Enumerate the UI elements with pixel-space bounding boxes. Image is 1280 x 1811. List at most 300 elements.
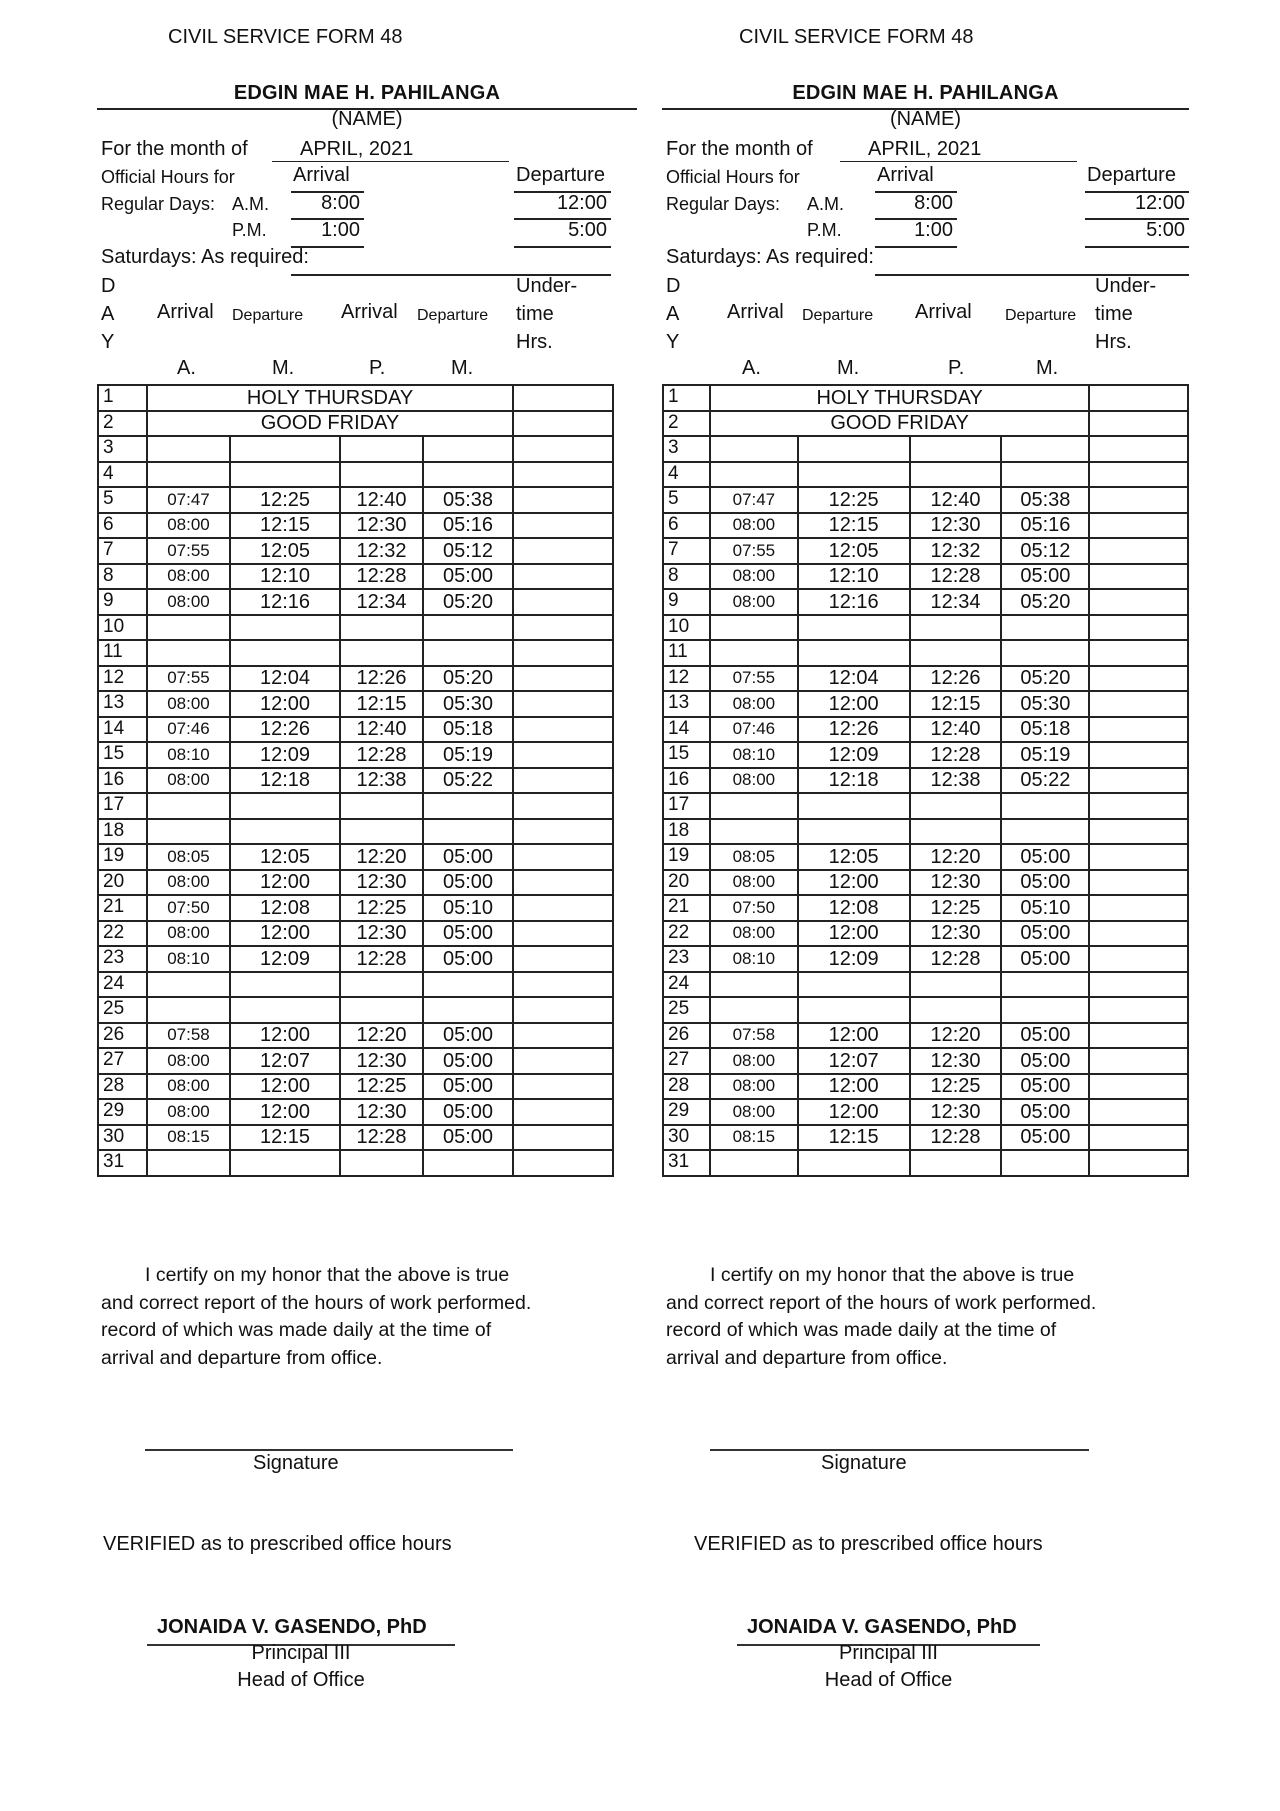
pm-arrival-cell: 12:25	[340, 895, 423, 921]
am-departure-cell: 12:09	[798, 742, 910, 768]
pm-arrival-cell: 12:40	[910, 717, 1002, 743]
pm-departure-cell	[1001, 436, 1089, 462]
am-departure-cell: 12:00	[230, 691, 340, 717]
table-row	[98, 1074, 613, 1100]
table-row	[98, 462, 613, 488]
am-departure-cell: 12:09	[230, 946, 340, 972]
pm-departure-cell: 05:00	[1001, 1125, 1089, 1151]
pm-departure-cell: 05:30	[1001, 691, 1089, 717]
day-number-cell: 31	[98, 1150, 147, 1176]
pm-arrival-cell: 12:28	[910, 1125, 1002, 1151]
am-arrival-time: 8:00	[914, 192, 953, 214]
pm-arrival-time: 1:00	[914, 219, 953, 241]
am-arrival-cell: 08:00	[710, 691, 798, 717]
undertime-cell	[513, 793, 613, 819]
pm-departure-cell: 05:20	[1001, 589, 1089, 615]
undertime-cell	[1089, 1125, 1188, 1151]
day-number-cell: 10	[663, 615, 710, 641]
am-arrival-cell	[710, 615, 798, 641]
am-departure-cell: 12:08	[798, 895, 910, 921]
certification-text: I certify on my honor that the above is true and correct report of the hours of work performed. record of which was made daily at the time of arrival and departure from office.	[101, 1264, 532, 1369]
pm-departure-cell: 05:00	[423, 1048, 513, 1074]
am-departure-cell: 12:00	[798, 691, 910, 717]
pm-arrival-cell: 12:28	[340, 946, 423, 972]
undertime-cell	[513, 589, 613, 615]
pm-departure-cell	[423, 436, 513, 462]
table-row	[98, 436, 613, 462]
day-number-cell: 17	[98, 793, 147, 819]
am-departure-cell: 12:18	[798, 768, 910, 794]
undertime-cell	[1089, 1150, 1188, 1176]
undertime-cell	[1089, 1023, 1188, 1049]
am-arrival-time: 8:00	[321, 192, 360, 214]
am-departure-cell: 12:15	[798, 1125, 910, 1151]
table-row	[663, 436, 1188, 462]
undertime-cell	[1089, 666, 1188, 692]
am-departure-cell: 12:05	[230, 844, 340, 870]
table-row	[98, 1023, 613, 1049]
pm-arrival-cell: 12:28	[910, 564, 1002, 590]
am-arrival-cell	[147, 997, 230, 1023]
table-row	[663, 589, 1188, 615]
pm-label: P.M.	[232, 220, 267, 240]
pm-departure-cell: 05:00	[1001, 1074, 1089, 1100]
am-departure-cell: 12:15	[798, 513, 910, 539]
day-number-cell: 26	[663, 1023, 710, 1049]
pm-departure-cell	[423, 972, 513, 998]
pm-arrival-cell: 12:25	[910, 895, 1002, 921]
employee-name: EDGIN MAE H. PAHILANGA	[233, 82, 501, 104]
day-number-cell: 27	[663, 1048, 710, 1074]
pm-departure-cell: 05:00	[1001, 946, 1089, 972]
table-row	[663, 717, 1188, 743]
pm-departure-cell	[1001, 462, 1089, 488]
pm-arrival-cell: 12:30	[910, 513, 1002, 539]
am-departure-cell	[230, 436, 340, 462]
pm-departure-cell: 05:20	[1001, 666, 1089, 692]
name-caption: (NAME)	[331, 108, 403, 130]
dtr-form-right	[662, 0, 1189, 1811]
pm-arrival-cell: 12:30	[910, 870, 1002, 896]
am-departure-time: 12:00	[1134, 192, 1185, 214]
am-departure-cell	[798, 1150, 910, 1176]
day-number-cell: 25	[98, 997, 147, 1023]
am-arrival-cell: 08:05	[147, 844, 230, 870]
period-a-label: A.	[177, 357, 196, 379]
pm-arrival-cell	[340, 462, 423, 488]
am-arrival-cell: 07:50	[710, 895, 798, 921]
pm-arrival-cell: 12:30	[910, 1099, 1002, 1125]
am-arrival-cell	[147, 436, 230, 462]
undertime-cell	[1089, 589, 1188, 615]
pm-arrival-cell: 12:28	[340, 564, 423, 590]
undertime-cell	[513, 538, 613, 564]
day-number-cell: 2	[98, 411, 147, 437]
pm-arrival-cell: 12:20	[340, 1023, 423, 1049]
undertime-cell	[1089, 436, 1188, 462]
day-number-cell: 11	[98, 640, 147, 666]
am-arrival-cell: 07:58	[710, 1023, 798, 1049]
table-row	[98, 946, 613, 972]
table-row	[98, 717, 613, 743]
holiday-cell: GOOD FRIDAY	[147, 411, 513, 437]
table-row	[98, 1125, 613, 1151]
am-arrival-cell: 08:00	[710, 921, 798, 947]
am-departure-cell: 12:00	[230, 1074, 340, 1100]
am-arrival-col-header: Arrival	[157, 301, 214, 323]
pm-arrival-cell: 12:25	[340, 1074, 423, 1100]
pm-arrival-cell	[340, 997, 423, 1023]
undertime-cell	[513, 870, 613, 896]
undertime-cell	[1089, 819, 1188, 845]
pm-arrival-cell: 12:20	[910, 844, 1002, 870]
am-departure-cell	[230, 1150, 340, 1176]
am-arrival-cell: 07:46	[710, 717, 798, 743]
am-arrival-cell: 08:00	[710, 564, 798, 590]
undertime-cell	[513, 946, 613, 972]
table-row	[663, 921, 1188, 947]
am-arrival-cell	[147, 793, 230, 819]
am-departure-cell: 12:08	[230, 895, 340, 921]
pm-arrival-cell: 12:38	[340, 768, 423, 794]
pm-departure-cell: 05:00	[423, 564, 513, 590]
day-number-cell: 24	[663, 972, 710, 998]
am-departure-cell: 12:09	[230, 742, 340, 768]
pm-arrival-cell: 12:34	[340, 589, 423, 615]
pm-arrival-cell: 12:20	[910, 1023, 1002, 1049]
am-departure-cell: 12:00	[798, 1099, 910, 1125]
pm-departure-line-bottom	[1085, 246, 1189, 248]
pm-arrival-cell: 12:38	[910, 768, 1002, 794]
day-number-cell: 20	[98, 870, 147, 896]
pm-arrival-cell: 12:28	[910, 742, 1002, 768]
am-departure-cell	[230, 793, 340, 819]
saturdays-label: Saturdays: As required:	[101, 246, 309, 268]
table-row	[663, 666, 1188, 692]
verified-text: VERIFIED as to prescribed office hours	[103, 1533, 452, 1555]
table-row	[98, 538, 613, 564]
am-arrival-cell	[147, 972, 230, 998]
pm-arrival-cell	[910, 615, 1002, 641]
pm-departure-cell	[423, 793, 513, 819]
table-row	[98, 513, 613, 539]
am-arrival-cell: 08:00	[710, 1048, 798, 1074]
undertime-cell	[513, 972, 613, 998]
pm-departure-cell	[1001, 640, 1089, 666]
day-number-cell: 14	[98, 717, 147, 743]
pm-departure-time: 5:00	[1146, 219, 1185, 241]
am-departure-cell: 12:04	[798, 666, 910, 692]
pm-departure-cell: 05:19	[423, 742, 513, 768]
pm-arrival-cell: 12:26	[910, 666, 1002, 692]
pm-arrival-cell: 12:40	[340, 717, 423, 743]
am-arrival-cell: 08:00	[147, 921, 230, 947]
undertime-cell	[513, 462, 613, 488]
undertime-cell	[1089, 793, 1188, 819]
undertime-cell	[513, 895, 613, 921]
am-departure-cell: 12:05	[230, 538, 340, 564]
pm-arrival-cell	[910, 819, 1002, 845]
pm-departure-cell: 05:12	[1001, 538, 1089, 564]
pm-arrival-cell: 12:40	[910, 487, 1002, 513]
table-row	[663, 513, 1188, 539]
pm-departure-cell: 05:00	[423, 1074, 513, 1100]
table-row	[98, 768, 613, 794]
table-row	[98, 870, 613, 896]
verifier-office: Head of Office	[237, 1669, 365, 1691]
am-arrival-cell: 07:55	[147, 666, 230, 692]
am-departure-cell	[230, 819, 340, 845]
am-departure-cell: 12:25	[798, 487, 910, 513]
table-row	[98, 921, 613, 947]
pm-departure-cell: 05:00	[423, 1023, 513, 1049]
undertime-cell	[513, 1048, 613, 1074]
pm-arrival-cell: 12:25	[910, 1074, 1002, 1100]
day-number-cell: 5	[98, 487, 147, 513]
am-departure-cell	[230, 462, 340, 488]
departure-header: Departure	[1087, 164, 1176, 186]
pm-departure-cell	[1001, 793, 1089, 819]
pm-departure-cell: 05:12	[423, 538, 513, 564]
pm-departure-cell: 05:00	[423, 946, 513, 972]
undertime-cell	[513, 921, 613, 947]
signature-label: Signature	[253, 1452, 339, 1474]
undertime-cell	[1089, 1074, 1188, 1100]
pm-arrival-cell: 12:28	[340, 1125, 423, 1151]
pm-arrival-time: 1:00	[321, 219, 360, 241]
undertime-cell	[1089, 972, 1188, 998]
am-arrival-cell: 08:00	[147, 1099, 230, 1125]
am-departure-cell	[230, 640, 340, 666]
am-departure-cell: 12:10	[230, 564, 340, 590]
undertime-cell	[1089, 717, 1188, 743]
day-number-cell: 30	[98, 1125, 147, 1151]
day-number-cell: 28	[98, 1074, 147, 1100]
undertime-cell	[1089, 768, 1188, 794]
am-departure-col-header: Departure	[232, 307, 304, 324]
am-arrival-cell: 07:58	[147, 1023, 230, 1049]
pm-departure-cell: 05:00	[423, 844, 513, 870]
am-departure-cell: 12:26	[798, 717, 910, 743]
pm-departure-cell	[1001, 997, 1089, 1023]
undertime-cell	[1089, 997, 1188, 1023]
day-number-cell: 6	[98, 513, 147, 539]
day-number-cell: 1	[98, 385, 147, 411]
pm-departure-cell: 05:00	[1001, 921, 1089, 947]
day-number-cell: 3	[98, 436, 147, 462]
pm-departure-cell	[423, 1150, 513, 1176]
undertime-cell	[513, 1099, 613, 1125]
day-number-cell: 7	[663, 538, 710, 564]
undertime-cell	[1089, 513, 1188, 539]
day-number-cell: 16	[663, 768, 710, 794]
official-hours-label: Official Hours for	[666, 167, 800, 187]
table-row	[98, 640, 613, 666]
period-m-label: M.	[451, 357, 474, 379]
am-arrival-cell: 08:00	[147, 564, 230, 590]
am-departure-cell: 12:00	[230, 1099, 340, 1125]
table-row	[663, 462, 1188, 488]
day-number-cell: 15	[98, 742, 147, 768]
am-departure-cell: 12:15	[230, 513, 340, 539]
am-arrival-cell	[147, 1150, 230, 1176]
pm-departure-cell: 05:00	[423, 870, 513, 896]
day-number-cell: 27	[98, 1048, 147, 1074]
table-row	[98, 411, 613, 437]
pm-departure-cell	[423, 819, 513, 845]
undertime-cell	[513, 1074, 613, 1100]
day-number-cell: 16	[98, 768, 147, 794]
undertime-cell	[513, 513, 613, 539]
undertime-cell	[513, 411, 613, 437]
am-arrival-cell	[710, 640, 798, 666]
pm-arrival-cell: 12:30	[340, 870, 423, 896]
am-arrival-cell: 08:05	[710, 844, 798, 870]
undertime-cell	[513, 436, 613, 462]
day-number-cell: 14	[663, 717, 710, 743]
holiday-cell: GOOD FRIDAY	[710, 411, 1089, 437]
day-number-cell: 3	[663, 436, 710, 462]
pm-arrival-cell	[910, 1150, 1002, 1176]
am-departure-cell	[798, 640, 910, 666]
undertime-cell	[1089, 895, 1188, 921]
pm-departure-cell: 05:38	[423, 487, 513, 513]
undertime-cell	[1089, 564, 1188, 590]
am-departure-cell: 12:00	[798, 1023, 910, 1049]
pm-arrival-cell	[910, 436, 1002, 462]
table-row	[98, 997, 613, 1023]
table-row	[663, 895, 1188, 921]
table-row	[98, 844, 613, 870]
pm-departure-cell: 05:00	[1001, 1023, 1089, 1049]
am-departure-cell: 12:00	[798, 921, 910, 947]
am-departure-cell	[798, 972, 910, 998]
table-row	[98, 615, 613, 641]
am-arrival-cell: 08:15	[147, 1125, 230, 1151]
undertime-cell	[1089, 385, 1188, 411]
pm-departure-cell: 05:30	[423, 691, 513, 717]
pm-arrival-cell: 12:30	[910, 1048, 1002, 1074]
pm-arrival-cell	[340, 972, 423, 998]
day-number-cell: 12	[98, 666, 147, 692]
pm-departure-cell: 05:20	[423, 589, 513, 615]
day-number-cell: 24	[98, 972, 147, 998]
am-arrival-cell: 08:00	[147, 870, 230, 896]
table-row	[663, 411, 1188, 437]
am-departure-cell: 12:07	[230, 1048, 340, 1074]
pm-departure-cell: 05:16	[423, 513, 513, 539]
day-number-cell: 20	[663, 870, 710, 896]
pm-arrival-cell: 12:28	[340, 742, 423, 768]
verifier-name: JONAIDA V. GASENDO, PhD	[747, 1616, 1017, 1638]
dtr-form-left	[97, 0, 637, 1811]
undertime-cell	[513, 487, 613, 513]
undertime-cell	[1089, 1099, 1188, 1125]
table-row	[663, 946, 1188, 972]
table-row	[663, 997, 1188, 1023]
pm-departure-cell: 05:38	[1001, 487, 1089, 513]
table-row	[98, 589, 613, 615]
verifier-name: JONAIDA V. GASENDO, PhD	[157, 1616, 427, 1638]
am-arrival-cell	[710, 462, 798, 488]
day-number-cell: 4	[98, 462, 147, 488]
am-arrival-cell: 08:00	[710, 1074, 798, 1100]
am-departure-cell: 12:16	[798, 589, 910, 615]
am-arrival-cell: 07:47	[147, 487, 230, 513]
table-row	[98, 564, 613, 590]
undertime-cell	[1089, 411, 1188, 437]
holiday-cell: HOLY THURSDAY	[710, 385, 1089, 411]
pm-departure-cell: 05:00	[1001, 870, 1089, 896]
am-arrival-cell: 07:47	[710, 487, 798, 513]
undertime-cell	[513, 768, 613, 794]
regular-days-label: Regular Days:	[101, 194, 216, 214]
am-departure-cell: 12:00	[230, 870, 340, 896]
verifier-office: Head of Office	[824, 1669, 953, 1691]
month-value: APRIL, 2021	[272, 138, 509, 162]
day-number-cell: 18	[98, 819, 147, 845]
day-number-cell: 10	[98, 615, 147, 641]
pm-arrival-cell	[910, 997, 1002, 1023]
am-arrival-cell: 08:15	[710, 1125, 798, 1151]
day-number-cell: 19	[663, 844, 710, 870]
am-arrival-cell: 08:00	[710, 870, 798, 896]
day-number-cell: 13	[98, 691, 147, 717]
pm-departure-cell	[1001, 972, 1089, 998]
table-row	[663, 768, 1188, 794]
month-label: For the month of	[101, 138, 248, 160]
pm-departure-line-bottom	[514, 246, 611, 248]
day-number-cell: 19	[98, 844, 147, 870]
am-arrival-cell: 07:55	[147, 538, 230, 564]
pm-arrival-cell: 12:30	[340, 1099, 423, 1125]
am-arrival-cell: 07:55	[710, 666, 798, 692]
undertime-cell	[1089, 640, 1188, 666]
am-departure-cell	[798, 819, 910, 845]
pm-arrival-cell	[340, 793, 423, 819]
undertime-cell	[513, 615, 613, 641]
day-number-cell: 8	[98, 564, 147, 590]
day-number-cell: 29	[663, 1099, 710, 1125]
pm-departure-time: 5:00	[568, 219, 607, 241]
day-number-cell: 18	[663, 819, 710, 845]
table-row	[98, 1099, 613, 1125]
am-departure-cell: 12:26	[230, 717, 340, 743]
pm-departure-cell: 05:00	[423, 1125, 513, 1151]
pm-arrival-cell: 12:20	[340, 844, 423, 870]
day-header: D A Y	[666, 275, 681, 353]
verifier-position: Principal III	[251, 1642, 351, 1664]
undertime-cell	[513, 666, 613, 692]
am-arrival-cell: 08:00	[147, 513, 230, 539]
day-header: D A Y	[101, 275, 116, 353]
pm-departure-cell	[423, 640, 513, 666]
table-row	[663, 870, 1188, 896]
month-label: For the month of	[666, 138, 813, 160]
table-row	[98, 691, 613, 717]
undertime-col-header: Under- time Hrs.	[1095, 275, 1157, 353]
pm-arrival-cell	[340, 615, 423, 641]
table-row	[98, 385, 613, 411]
pm-arrival-cell: 12:40	[340, 487, 423, 513]
table-row	[663, 972, 1188, 998]
am-departure-cell	[798, 793, 910, 819]
am-departure-cell: 12:04	[230, 666, 340, 692]
day-number-cell: 1	[663, 385, 710, 411]
am-arrival-cell: 08:10	[147, 742, 230, 768]
undertime-cell	[1089, 691, 1188, 717]
day-number-cell: 21	[98, 895, 147, 921]
